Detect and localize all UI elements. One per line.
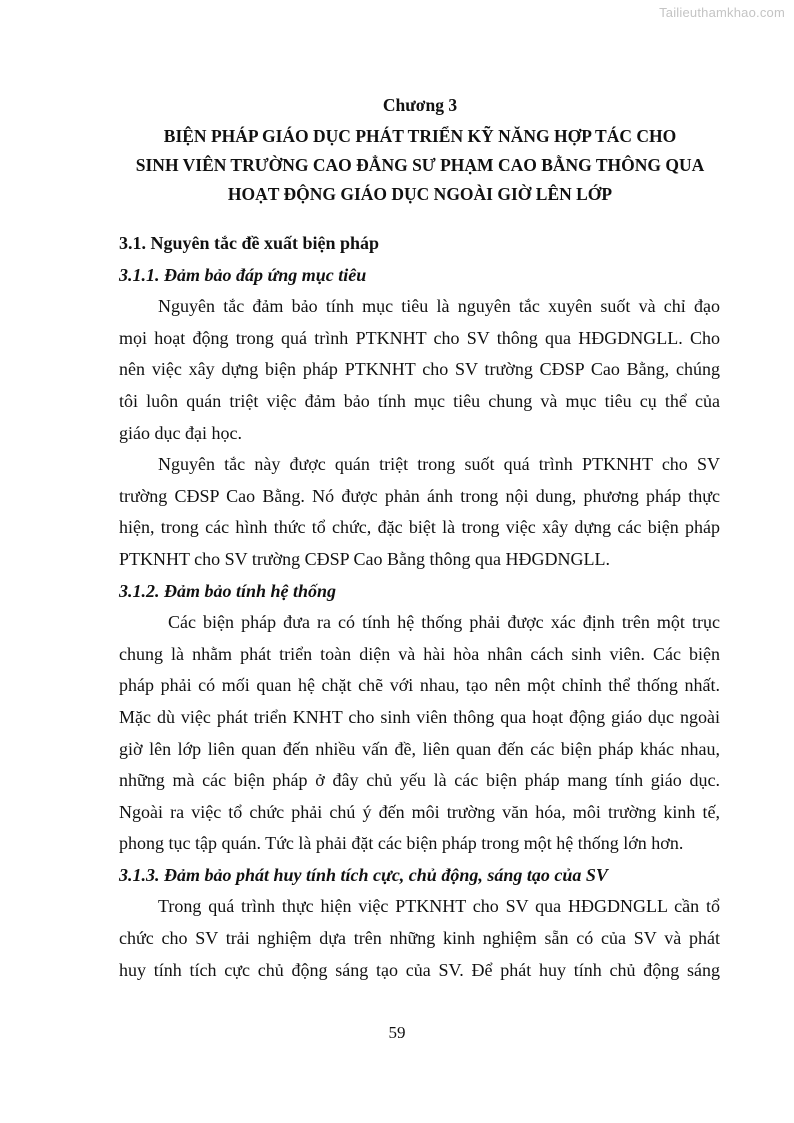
text-line: những mà các biện pháp ở đây chủ yếu là các biện pháp mang tính giáo dục. bbox=[119, 770, 720, 791]
paragraph bbox=[119, 607, 720, 860]
text-line: huy tính tích cực chủ động sáng tạo của SV. Để phát huy tính chủ động sáng bbox=[119, 959, 720, 980]
chapter-title: Chương 3 bbox=[382, 95, 458, 115]
paragraph bbox=[119, 891, 720, 986]
text-line: hiện, trong các hình thức tổ chức, đặc biệt là trong việc xây dựng các biện pháp bbox=[119, 517, 720, 538]
chapter-subtitle-line: HOẠT ĐỘNG GIÁO DỤC NGOÀI GIỜ LÊN LỚP bbox=[227, 184, 613, 204]
text-line: Nguyên tắc này được quán triệt trong suốt quá trình PTKNHT cho SV bbox=[158, 454, 720, 475]
text-line: chung là nhằm phát triển toàn diện và hài hòa nhân cách sinh viên. Các biện bbox=[119, 643, 720, 664]
chapter-subtitle bbox=[110, 122, 730, 209]
page-body bbox=[119, 226, 720, 986]
text-line: trường CĐSP Cao Bằng. Nó được phản ánh trong nội dung, phương pháp thực bbox=[119, 485, 720, 506]
text-line: Các biện pháp đưa ra có tính hệ thống phải được xác định trên một trục bbox=[168, 612, 720, 633]
text-line: PTKNHT cho SV trường CĐSP Cao Bằng thông qua HĐGDNGLL. bbox=[119, 548, 610, 569]
paragraph bbox=[119, 291, 720, 449]
text-line: Nguyên tắc đảm bảo tính mục tiêu là nguyên tắc xuyên suốt và chỉ đạo bbox=[158, 296, 720, 317]
subsection-heading: 3.1.1. Đảm bảo đáp ứng mục tiêu bbox=[119, 264, 367, 285]
subsection-heading: 3.1.3. Đảm bảo phát huy tính tích cực, chủ động, sáng tạo của SV bbox=[119, 864, 608, 885]
text-line: nên việc xây dựng biện pháp PTKNHT cho SV trường CĐSP Cao Bằng, chúng bbox=[119, 359, 720, 380]
text-line: mọi hoạt động trong quá trình PTKNHT cho SV thông qua HĐGDNGLL. Cho bbox=[119, 327, 720, 348]
watermark: Tailieuthamkhao.com bbox=[659, 5, 785, 20]
text-line: giáo dục đại học. bbox=[119, 422, 242, 443]
text-line: pháp phải có mối quan hệ chặt chẽ với nhau, tạo nên một chỉnh thể thống nhất. bbox=[119, 675, 720, 696]
chapter-subtitle-line: BIỆN PHÁP GIÁO DỤC PHÁT TRIỂN KỸ NĂNG HỢP TÁC CHO bbox=[163, 126, 677, 146]
page-number: 59 bbox=[388, 1023, 406, 1042]
text-line: giờ lên lớp liên quan đến nhiều vấn đề, liên quan đến các biện pháp khác nhau, bbox=[119, 738, 720, 759]
text-line: phong tục tập quán. Tức là phải đặt các biện pháp trong một hệ thống lớn hơn. bbox=[119, 833, 684, 854]
text-line: Trong quá trình thực hiện việc PTKNHT cho SV qua HĐGDNGLL cần tổ bbox=[158, 896, 720, 917]
subsection-heading: 3.1.2. Đảm bảo tính hệ thống bbox=[119, 580, 337, 601]
chapter-heading bbox=[110, 94, 730, 209]
text-line: tôi luôn quán triệt việc đảm bảo tính mục tiêu chung và mục tiêu cụ thể của bbox=[119, 390, 720, 411]
text-line: chức cho SV trải nghiệm dựa trên những kinh nghiệm sẵn có của SV và phát bbox=[119, 928, 720, 949]
paragraph bbox=[119, 449, 720, 575]
chapter-subtitle-line: SINH VIÊN TRƯỜNG CAO ĐẲNG SƯ PHẠM CAO BẰNG THÔNG QUA bbox=[135, 155, 705, 175]
section-heading: 3.1. Nguyên tắc đề xuất biện pháp bbox=[119, 233, 380, 253]
text-line: Mặc dù việc phát triển KNHT cho sinh viên thông qua hoạt động giáo dục ngoài bbox=[119, 706, 720, 727]
text-line: Ngoài ra việc tổ chức phải chú ý đến môi trường văn hóa, môi trường kinh tế, bbox=[119, 801, 720, 822]
